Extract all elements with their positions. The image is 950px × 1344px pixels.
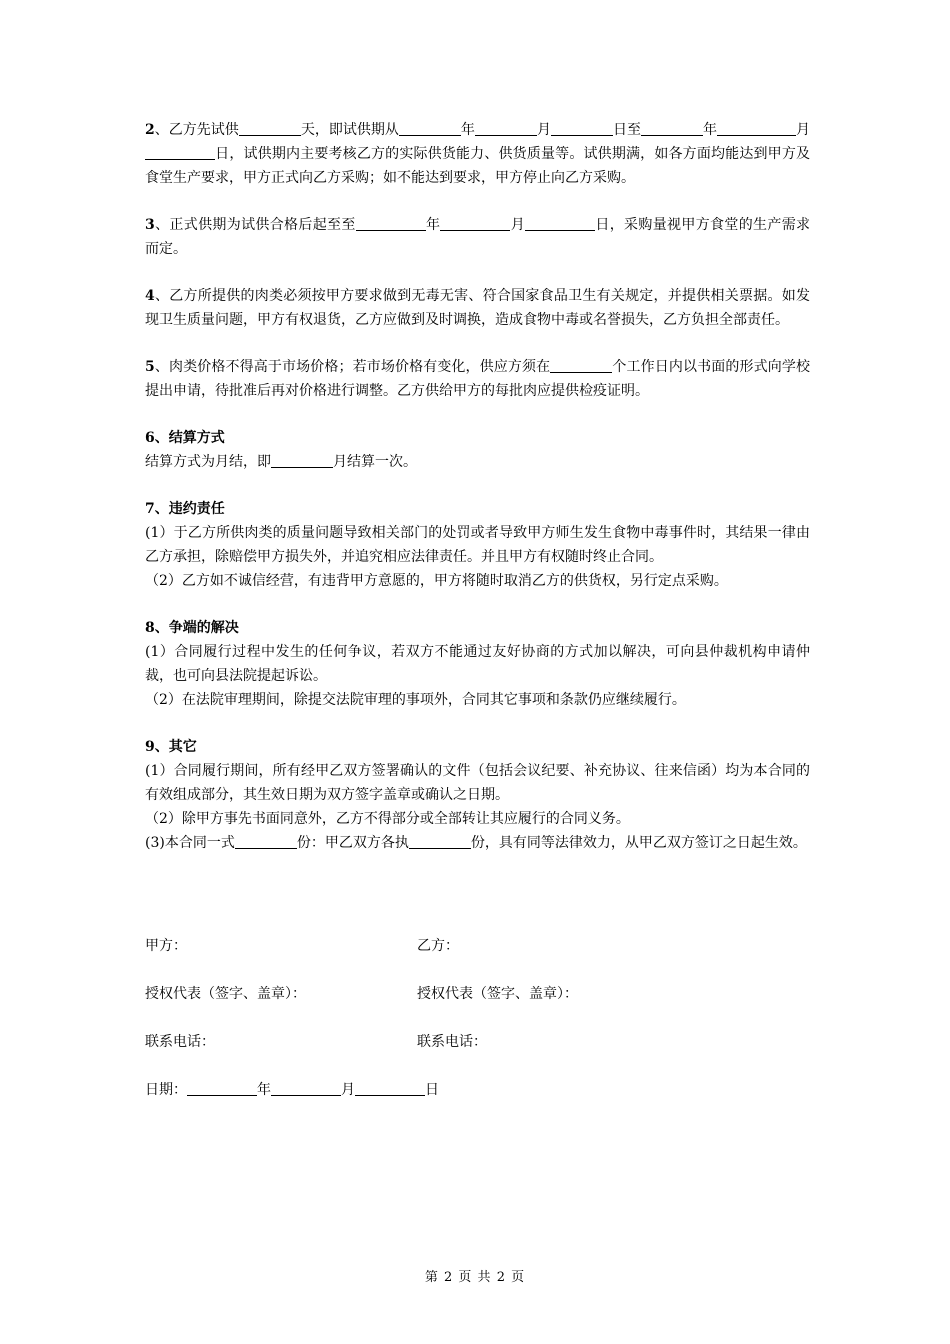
party-a-label: 甲方：	[145, 938, 187, 954]
clause-5	[145, 355, 810, 403]
blank-line	[741, 120, 796, 136]
clause-text: 、肉类价格不得高于市场价格；若市场价格有变化，供应方须在	[154, 359, 551, 375]
page-footer: 第 2 页 共 2 页	[424, 1270, 526, 1285]
clause-text: 份：甲乙双方各执	[296, 835, 409, 851]
clause-text: 、乙方所提供的肉类必须按甲方要求做到无毒无害、符合国家食品卫生有关规定，并提供相关票据。如发现卫生质量问题，甲方有权退货，乙方应做到及时调换，造成食物中毒或名誉损失，乙方负担全部责任。	[145, 288, 810, 328]
year-label: 年	[257, 1082, 271, 1098]
blank-line	[525, 215, 595, 231]
blank-line	[399, 120, 461, 136]
blank-line	[551, 120, 613, 136]
section-title: 9、其它	[145, 739, 197, 755]
blank-line	[187, 1080, 257, 1096]
contract-body	[145, 118, 810, 878]
clause-6	[145, 426, 810, 474]
clause-text: 个工作日内以书面的形式向学校提出申请，待批准后再对价格进行调整。乙方供给甲方的每批肉应提供检疫证明。	[145, 359, 811, 399]
clause-text: 日，采购量视甲方食堂的生产需求而定。	[145, 217, 811, 257]
rep-b-label: 授权代表（签字、盖章）：	[417, 986, 578, 1002]
section-title: 6、结算方式	[145, 430, 225, 446]
clause-item: （2）在法院审理期间，除提交法院审理的事项外，合同其它事项和条款仍应继续履行。	[145, 692, 686, 708]
clause-number: 4	[145, 288, 155, 304]
blank-line	[271, 1080, 341, 1096]
clause-text: 份，具有同等法律效力，从甲乙双方签订之日起生效。	[470, 835, 807, 851]
rep-a-label: 授权代表（签字、盖章）：	[145, 986, 306, 1002]
clause-item: (1）合同履行过程中发生的任何争议，若双方不能通过友好协商的方式加以解决，可向县仲裁机构申请仲裁，也可向县法院提起诉讼。	[145, 644, 810, 684]
clause-4	[145, 284, 810, 332]
clause-text: 、正式供期为试供合格后起至至	[154, 217, 356, 233]
phone-b-label: 联系电话：	[417, 1034, 487, 1050]
signature-block	[145, 934, 810, 1102]
clause-item: (1）合同履行期间，所有经甲乙双方签署确认的文件（包括会议纪要、补充协议、往来信函）均为本合同的有效组成部分，其生效日期为双方签字盖章或确认之日期。	[145, 763, 810, 803]
clause-text: 年	[460, 122, 475, 138]
clause-item: （2）乙方如不诚信经营，有违背甲方意愿的，甲方将随时取消乙方的供货权，另行定点采购。	[145, 573, 728, 589]
clause-item: (1）于乙方所供肉类的质量问题导致相关部门的处罚或者导致甲方师生发生食物中毒事件时，其结果一律由乙方承担，除赔偿甲方损失外，并追究相应法律责任。并且甲方有权随时终止合同。	[145, 525, 810, 565]
blank-line	[717, 120, 741, 136]
blank-line	[145, 144, 215, 160]
blank-line	[475, 120, 537, 136]
clause-text: (3)本合同一式	[145, 835, 235, 851]
clause-item: （2）除甲方事先书面同意外，乙方不得部分或全部转让其应履行的合同义务。	[145, 811, 630, 827]
section-title: 7、违约责任	[145, 501, 225, 517]
clause-2	[145, 118, 810, 190]
clause-text: 、乙方先试供	[154, 122, 239, 138]
month-label: 月	[341, 1082, 355, 1098]
blank-line	[356, 215, 426, 231]
clause-number: 3	[145, 217, 155, 233]
clause-text: 日，试供期内主要考核乙方的实际供货能力、供货质量等。试供期满，如各方面均能达到甲方及食堂生产要求，甲方正式向乙方采购；如不能达到要求，甲方停止向乙方采购。	[145, 146, 810, 186]
blank-line	[550, 357, 612, 373]
clause-text: 月	[536, 122, 551, 138]
blank-line	[271, 452, 333, 468]
clause-text: 日至	[612, 122, 642, 138]
clause-text: 月	[796, 122, 811, 138]
blank-line	[235, 833, 297, 849]
clause-text: 天，即试供期从	[300, 122, 399, 138]
date-label: 日期：	[145, 1082, 187, 1098]
blank-line	[440, 215, 510, 231]
clause-number: 5	[145, 359, 155, 375]
blank-line	[409, 833, 471, 849]
clause-8	[145, 616, 810, 712]
date-line	[145, 1078, 810, 1102]
clause-text: 结算方式为月结，即	[145, 454, 271, 470]
blank-line	[355, 1080, 425, 1096]
clause-7	[145, 497, 810, 593]
clause-3	[145, 213, 810, 261]
clause-text: 月	[510, 217, 526, 233]
party-b-label: 乙方：	[417, 938, 459, 954]
clause-text: 月结算一次。	[333, 454, 417, 470]
day-label: 日	[425, 1082, 439, 1098]
clause-item	[145, 831, 810, 855]
blank-line	[239, 120, 301, 136]
phone-a-label: 联系电话：	[145, 1034, 215, 1050]
blank-line	[641, 120, 703, 136]
clause-9	[145, 735, 810, 855]
clause-text: 年	[425, 217, 441, 233]
clause-text: 年	[703, 122, 718, 138]
clause-number: 2	[145, 122, 155, 138]
section-title: 8、争端的解决	[145, 620, 239, 636]
